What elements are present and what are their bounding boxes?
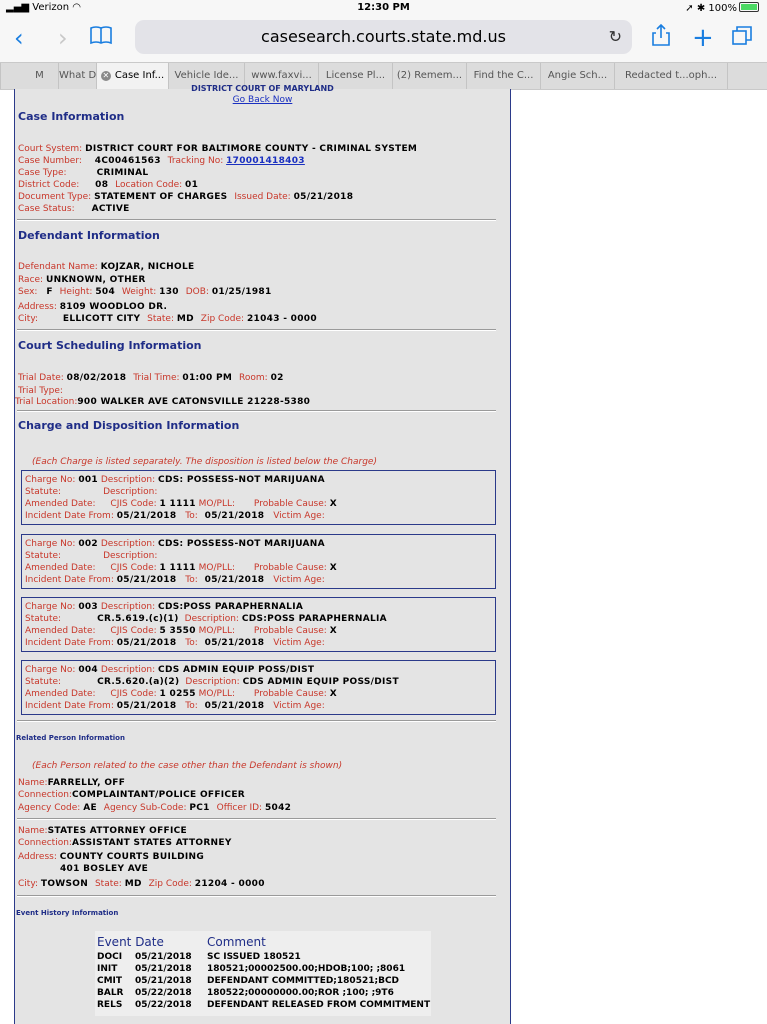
event-date: 05/21/2018 [135, 952, 192, 962]
case-info-heading: Case Information [18, 110, 125, 123]
page-heading-cut: DISTRICT COURT OF MARYLAND [191, 84, 334, 93]
tab[interactable]: Redacted t...oph... [614, 63, 727, 89]
event-comment: 180522;00000000.00;ROR ;100; ;9T6 [207, 988, 394, 998]
person-name-row: Name:STATES ATTORNEY OFFICE [18, 826, 187, 836]
agency-row: Agency Code: AE Agency Sub-Code: PC1 Officer ID: 5042 [18, 803, 292, 813]
status-bar [0, 0, 767, 16]
events-heading: Event History Information [16, 909, 119, 917]
clock: 12:30 PM [357, 2, 410, 13]
comment-header: Comment [207, 935, 266, 949]
new-tab-icon[interactable]: + [692, 23, 714, 53]
close-tab-icon[interactable]: ✕ [102, 71, 110, 80]
physical-row: Sex: F Height: 504 Weight: 130 DOB: 01/25/1981 [18, 287, 272, 297]
charges-note: (Each Charge is listed separately. The disposition is listed below the Charge) [32, 457, 377, 467]
forward-icon[interactable]: › [58, 24, 68, 52]
battery-status: ➚ ✱ 100% [685, 2, 759, 14]
event-code: CMIT [97, 976, 123, 986]
person-city-row: City: TOWSON State: MD Zip Code: 21204 - 0000 [18, 879, 265, 889]
browser-toolbar [0, 16, 767, 62]
related-note: (Each Person related to the case other than the Defendant is shown) [32, 761, 343, 771]
tab-active[interactable]: ✕ Case Inf... [96, 63, 168, 89]
event-code: DOCI [97, 952, 123, 962]
trial-date-row: Trial Date: 08/02/2018 Trial Time: 01:00 PM Room: 02 [18, 373, 284, 383]
tab[interactable]: M [0, 63, 58, 89]
trial-location-row: Trial Location:900 WALKER AVE CATONSVILLE 21228-5380 [15, 397, 311, 407]
event-code: INIT [97, 964, 118, 974]
divider [17, 329, 496, 331]
person-connection-row: Connection:ASSISTANT STATES ATTORNEY [18, 838, 232, 848]
event-code: BALR [97, 988, 124, 998]
tab[interactable]: License Pl... [318, 63, 392, 89]
event-date: 05/21/2018 [135, 964, 192, 974]
event-comment: 180521;00002500.00;HDOB;100; ;8061 [207, 964, 406, 974]
battery-icon [739, 2, 759, 12]
case-status-row: Case Status: ACTIVE [18, 204, 130, 214]
divider [17, 895, 496, 897]
url-text: casesearch.courts.state.md.us [261, 27, 506, 46]
defendant-info-heading: Defendant Information [18, 229, 160, 242]
tabs-icon[interactable] [732, 24, 752, 52]
divider [17, 219, 496, 221]
tab-overflow [727, 63, 767, 89]
defendant-name-row: Defendant Name: KOJZAR, NICHOLE [18, 262, 195, 272]
case-page [14, 84, 511, 1024]
person-connection-row: Connection:COMPLAINTANT/POLICE OFFICER [18, 790, 246, 800]
tracking-number-link[interactable]: 170001418403 [226, 156, 305, 166]
reload-icon[interactable]: ↻ [608, 27, 622, 46]
tab[interactable]: Find the C... [466, 63, 540, 89]
event-date-header: Event Date [97, 935, 164, 949]
divider [17, 720, 496, 722]
event-date: 05/22/2018 [135, 988, 192, 998]
case-type-row: Case Type: CRIMINAL [18, 168, 149, 178]
bookmarks-icon[interactable] [90, 24, 112, 52]
charges-heading: Charge and Disposition Information [18, 419, 240, 432]
case-number-row: Case Number: 4C00461563 Tracking No: 170001418403 [18, 156, 305, 166]
divider [17, 818, 496, 820]
event-comment: DEFENDANT COMMITTED;180521;BCD [207, 976, 400, 986]
address-bar[interactable] [135, 20, 632, 54]
tab[interactable]: Vehicle Ide... [168, 63, 244, 89]
person-address-row-2: 401 BOSLEY AVE [60, 864, 149, 874]
city-row: City: ELLICOTT CITY State: MD Zip Code: 21043 - 0000 [18, 314, 317, 324]
charge-box: Charge No: 004 Description: CDS ADMIN EQUIP POSS/DIST Statute: CR.5.620.(a)(2) Description: CDS ADMIN EQUIP POSS/DIST Amended Date: CJIS Code: 1 0255 MO/PLL: Probable Cause: X Incident Date From: 05/21/2018 To: 05/21/2018 Victim Age: [21, 660, 496, 715]
court-system-row: Court System: DISTRICT COURT FOR BALTIMORE COUNTY - CRIMINAL SYSTEM [18, 144, 418, 154]
go-back-link[interactable]: Go Back Now [232, 95, 293, 105]
trial-type-row: Trial Type: [18, 386, 63, 396]
district-code-row: District Code: 08 Location Code: 01 [18, 180, 199, 190]
tab[interactable]: (2) Remem... [392, 63, 466, 89]
document-type-row: Document Type: STATEMENT OF CHARGES Issued Date: 05/21/2018 [18, 192, 354, 202]
share-icon[interactable] [652, 24, 670, 52]
scheduling-heading: Court Scheduling Information [18, 339, 202, 352]
charge-box: Charge No: 001 Description: CDS: POSSESS-NOT MARIJUANA Statute: Description: Amended Date: CJIS Code: 1 1111 MO/PLL: Probable Cause: X Incident Date From: 05/21/2018 To: 05/21/2018 Victim Age: [21, 470, 496, 525]
event-date: 05/21/2018 [135, 976, 192, 986]
event-comment: DEFENDANT RELEASED FROM COMMITMENT [207, 1000, 431, 1010]
divider [17, 410, 496, 412]
event-code: RELS [97, 1000, 123, 1010]
person-address-row: Address: COUNTY COURTS BUILDING [18, 852, 205, 862]
event-history-table [95, 931, 431, 1016]
event-date: 05/22/2018 [135, 1000, 192, 1010]
event-comment: SC ISSUED 180521 [207, 952, 301, 962]
tab[interactable]: Angie Sch... [540, 63, 614, 89]
tab[interactable]: www.faxvi... [244, 63, 318, 89]
charge-box: Charge No: 002 Description: CDS: POSSESS-NOT MARIJUANA Statute: Description: Amended Date: CJIS Code: 1 1111 MO/PLL: Probable Cause: X Incident Date From: 05/21/2018 To: 05/21/2018 Victim Age: [21, 534, 496, 589]
carrier: ▂▄▆ Verizon ◠ [6, 2, 81, 13]
person-name-row: Name:FARRELLY, OFF [18, 778, 126, 788]
back-icon[interactable]: ‹ [14, 24, 24, 52]
race-row: Race: UNKNOWN, OTHER [18, 275, 146, 285]
charge-box: Charge No: 003 Description: CDS:POSS PARAPHERNALIA Statute: CR.5.619.(c)(1) Description: CDS:POSS PARAPHERNALIA Amended Date: CJIS Code: 5 3550 MO/PLL: Probable Cause: X Incident Date From: 05/21/2018 To: 05/21/2018 Victim Age: [21, 597, 496, 652]
address-row: Address: 8109 WOODLOO DR. [18, 302, 168, 312]
related-heading: Related Person Information [16, 734, 125, 742]
tab[interactable]: What D [58, 63, 96, 89]
